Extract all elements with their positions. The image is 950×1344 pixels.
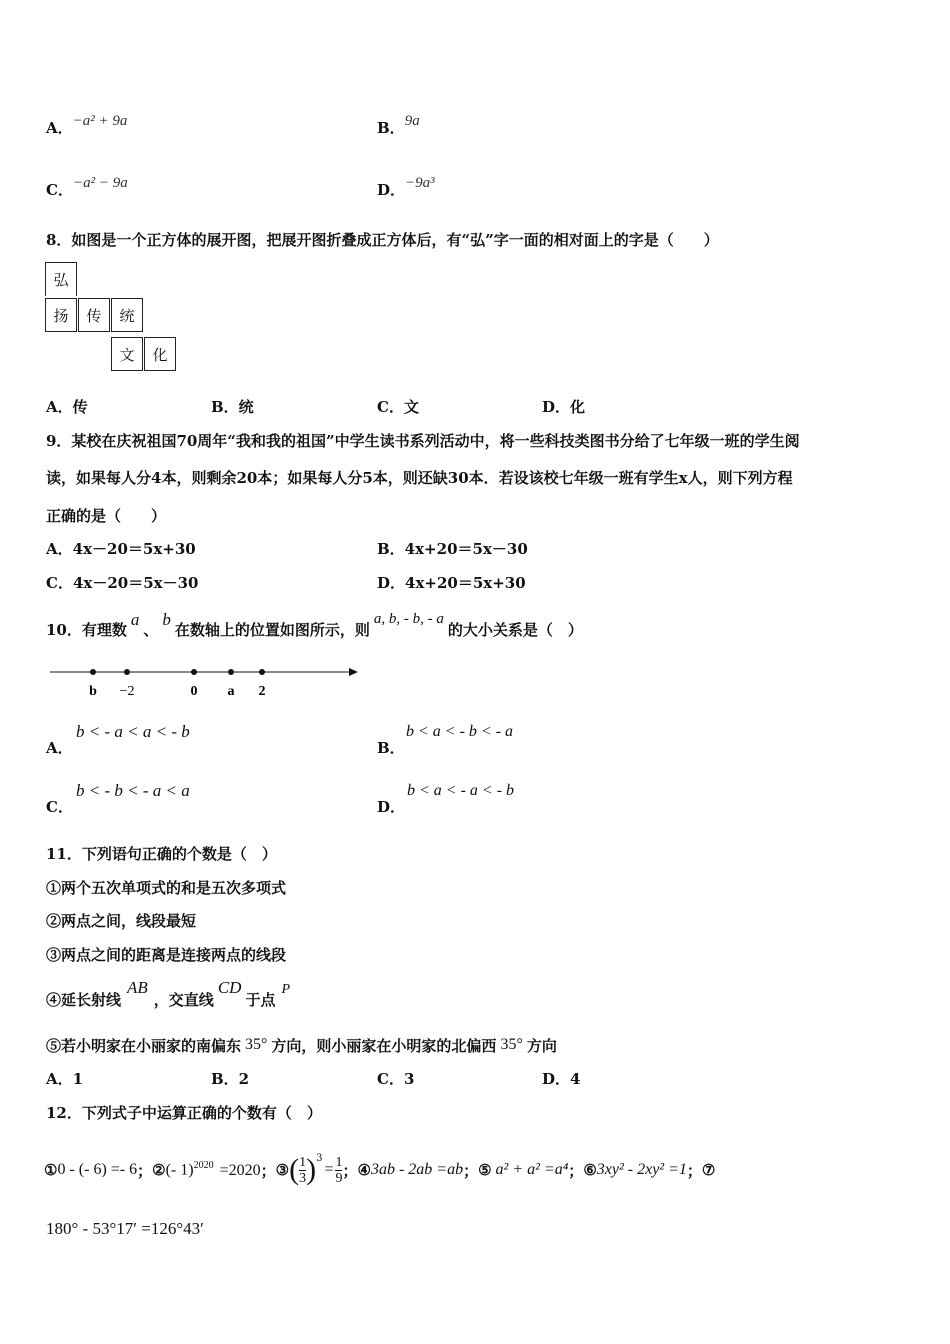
q10-option-a-math: b < - a < a < - b — [76, 722, 190, 741]
q8-option-d[interactable]: D．化 — [542, 398, 586, 416]
q7-option-b[interactable]: B．9a — [377, 113, 420, 137]
q10-stem: 10．有理数a、b在数轴上的位置如图所示，则a, b, - b, - a的大小关系是（ ） — [46, 610, 583, 639]
q8-option-a[interactable]: A．传 — [46, 398, 88, 416]
q9-option-a[interactable]: A．4x－20＝5x+30 — [46, 540, 196, 558]
net-cell-2: 扬 — [45, 298, 77, 332]
q9-option-c[interactable]: C．4x－20＝5x－30 — [46, 574, 199, 592]
net-cell-4: 统 — [111, 298, 143, 332]
q8-stem: 8．如图是一个正方体的展开图，把展开图折叠成正方体后，有“弘”字一面的相对面上的字是（ ） — [46, 231, 719, 249]
net-cell-6: 化 — [144, 337, 176, 371]
net-cell-1: 弘 — [45, 262, 77, 296]
q12-expressions: ① 0 - (- 6) =- 6 ； ② (- 1)$^{2020}$ =2020 ； ③ ( $\frac{1}{3}$ ) $^3$ = $\frac{1}{9}$ ； ④ 3ab - 2ab =ab ； ⑤ a² + a² =a⁴ ； ⑥ 3xy² - 2xy² =1 ； ⑦ — [44, 1152, 716, 1186]
q10-option-b-math: b < a < - b < - a — [406, 723, 514, 740]
q8-option-c[interactable]: C．文 — [377, 398, 419, 416]
point-zero — [191, 669, 197, 675]
q10-option-b-label[interactable]: B． — [377, 739, 405, 757]
q10-option-d-label[interactable]: D． — [377, 798, 406, 816]
q9-stem-line2: 读，如果每人分4本，则剩余20本；如果每人分5本，则还缺30本．若设该校七年级一班有学生x人，则下列方程 — [46, 469, 793, 487]
q11-stem: 11．下列语句正确的个数是（ ） — [46, 845, 277, 863]
q12-stem: 12．下列式子中运算正确的个数有（ ） — [46, 1104, 322, 1122]
q10-option-c-math: b < - b < - a < a — [76, 781, 190, 800]
q10-option-c-label[interactable]: C． — [46, 798, 73, 816]
net-cell-5: 文 — [111, 337, 143, 371]
label-neg2: −2 — [119, 684, 135, 699]
number-line — [44, 660, 364, 704]
q9-stem-line3: 正确的是（ ） — [46, 507, 167, 525]
label-a: a — [227, 684, 235, 699]
q9-option-b[interactable]: B．4x+20＝5x－30 — [377, 540, 528, 558]
axis-arrow-icon — [349, 668, 358, 676]
q9-option-d[interactable]: D．4x+20＝5x+30 — [377, 574, 526, 592]
point-a — [228, 669, 234, 675]
q9-stem-line1: 9．某校在庆祝祖国70周年“我和我的祖国”中学生读书系列活动中，将一些科技类图书分给了七年级一班的学生阅 — [46, 432, 800, 450]
label-b: b — [89, 684, 97, 699]
q7-option-d[interactable]: D．−9a³ — [377, 175, 435, 199]
net-cell-3: 传 — [78, 298, 110, 332]
q11-statement-3: ③两点之间的距离是连接两点的线段 — [46, 946, 287, 964]
q12-expression-7: 180° - 53°17′ =126°43′ — [46, 1219, 204, 1238]
q11-statement-4: ④延长射线AB，交直线CD于点P — [46, 978, 291, 1009]
q11-option-d[interactable]: D．4 — [542, 1070, 581, 1088]
point-b — [90, 669, 96, 675]
q11-statement-1: ①两个五次单项式的和是五次多项式 — [46, 879, 287, 897]
q8-option-b[interactable]: B．统 — [211, 398, 254, 416]
q11-option-c[interactable]: C．3 — [377, 1070, 415, 1088]
label-zero: 0 — [190, 684, 198, 699]
q11-option-b[interactable]: B．2 — [211, 1070, 250, 1088]
point-two — [259, 669, 265, 675]
q11-statement-2: ②两点之间，线段最短 — [46, 912, 197, 930]
q7-option-a[interactable]: A．−a² + 9a — [46, 113, 128, 137]
q10-option-d-math: b < a < - a < - b — [407, 782, 515, 799]
q11-statement-5: ⑤若小明家在小丽家的南偏东 35° 方向，则小丽家在小明家的北偏西 35° 方向 — [46, 1036, 557, 1055]
q7-option-c[interactable]: C．−a² − 9a — [46, 175, 128, 199]
point-neg2 — [124, 669, 130, 675]
q10-option-a-label[interactable]: A． — [46, 739, 73, 757]
q11-option-a[interactable]: A．1 — [46, 1070, 84, 1088]
label-two: 2 — [258, 684, 266, 699]
